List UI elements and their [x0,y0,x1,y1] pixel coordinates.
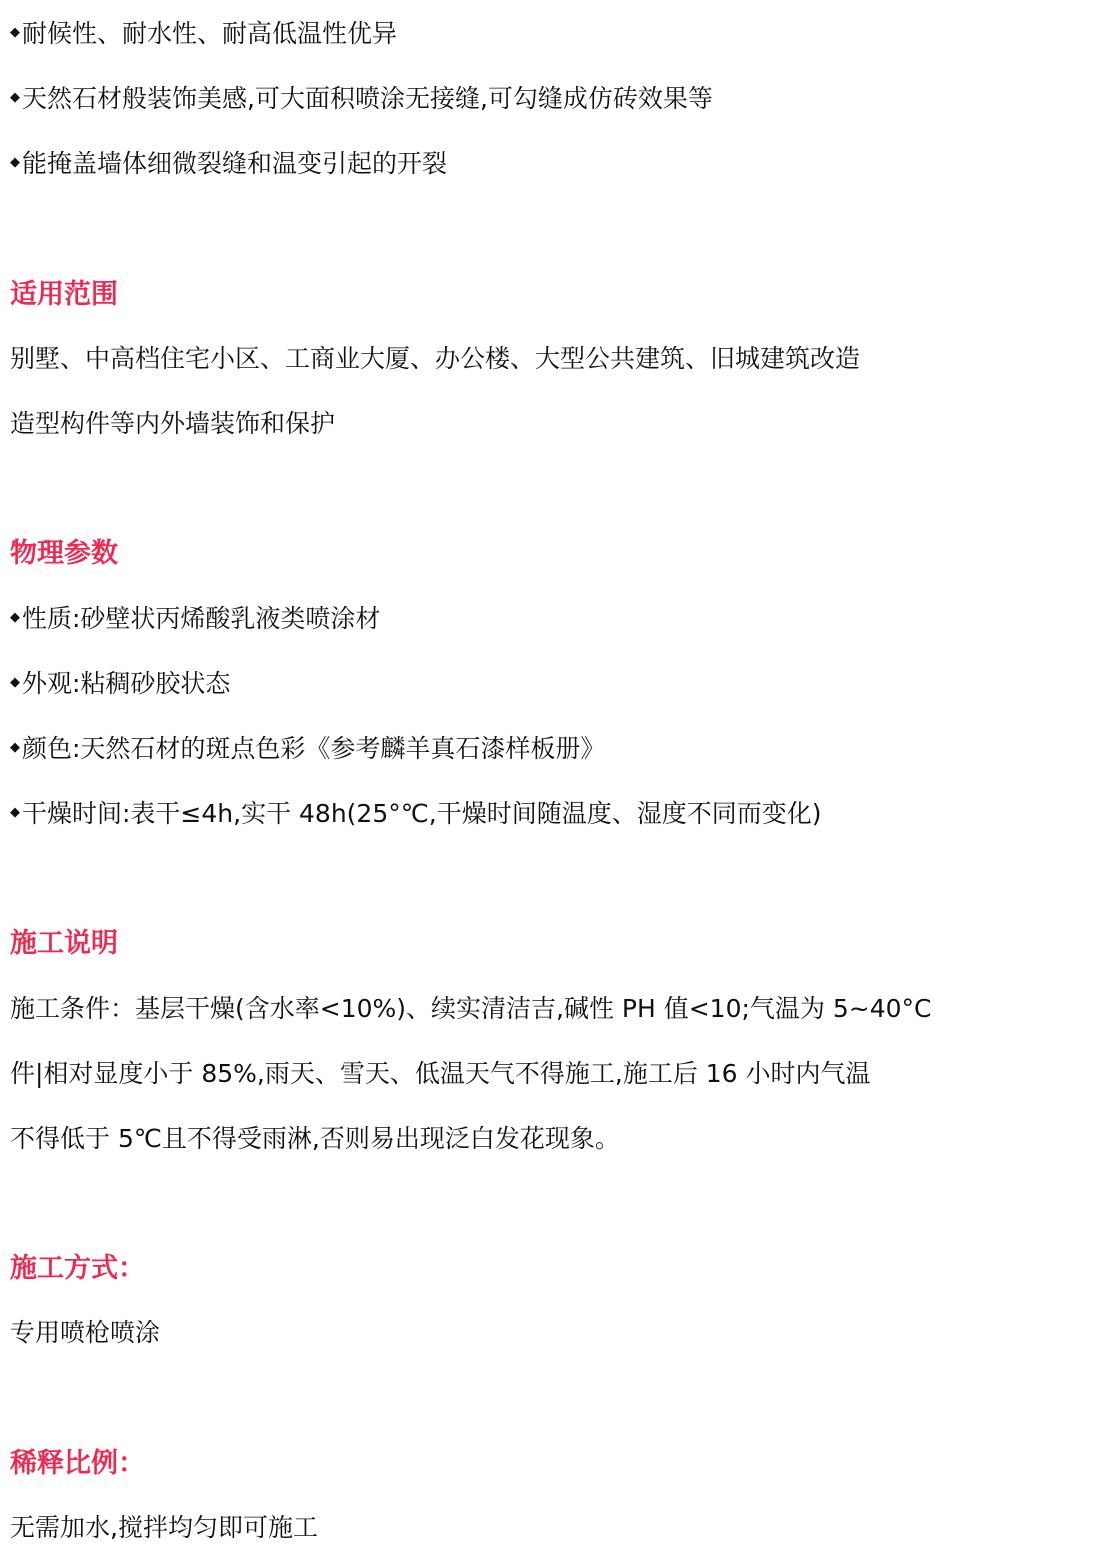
feature-item-2 [10,82,713,117]
dilution-text: 无需加水,搅拌均匀即可施工 [10,1513,318,1542]
param-item-3 [10,732,605,767]
diamond-bullet-icon: ◆ [10,610,20,625]
method-text: 专用喷枪喷涂 [10,1318,161,1347]
param-text: 颜色:天然石材的斑点色彩《参考麟羊真石漆样板册》 [22,734,606,763]
param-item-4 [10,797,822,832]
dilution-heading: 稀释比例： [10,1448,145,1479]
params-heading: 物理参数 [10,538,118,569]
feature-item-3 [10,147,447,182]
param-item-1 [10,602,380,637]
param-text: 干燥时间:表干≤4h,实干 48h(25°℃,干燥时间随温度、湿度不同而变化) [22,799,822,828]
feature-text: 天然石材般装饰美感,可大面积喷涂无接缝,可勾缝成仿砖效果等 [22,84,713,113]
diamond-bullet-icon: ◆ [10,155,20,170]
feature-text: 耐候性、耐水性、耐高低温性优异 [22,19,398,48]
param-text: 外观:粘稠砂胶状态 [22,669,231,698]
scope-line-1: 别墅、中高档住宅小区、工商业大厦、办公楼、大型公共建筑、旧城建筑改造 [10,344,861,373]
diamond-bullet-icon: ◆ [10,90,20,105]
diamond-bullet-icon: ◆ [10,805,20,820]
feature-item-1 [10,17,397,52]
construction-line-2: 件|相对显度小于 85%,雨天、雪天、低温天气不得施工,施工后 16 小时内气温 [10,1059,871,1088]
scope-heading: 适用范围 [10,279,118,310]
diamond-bullet-icon: ◆ [10,675,20,690]
construction-line-1: 施工条件：基层干燥(含水率<10%)、续实清洁吉,碱性 PH 值<10;气温为 5~40°C [10,994,932,1023]
diamond-bullet-icon: ◆ [10,25,20,40]
construction-line-3: 不得低于 5℃且不得受雨淋,否则易出现泛白发花现象。 [10,1124,620,1153]
scope-line-2: 造型构件等内外墙装饰和保护 [10,409,336,438]
feature-text: 能掩盖墙体细微裂缝和温变引起的开裂 [22,149,448,178]
method-heading: 施工方式： [10,1253,145,1284]
param-text: 性质:砂壁状丙烯酸乳液类喷涂材 [22,604,381,633]
diamond-bullet-icon: ◆ [10,740,20,755]
construction-heading: 施工说明 [10,928,118,959]
param-item-2 [10,667,230,702]
